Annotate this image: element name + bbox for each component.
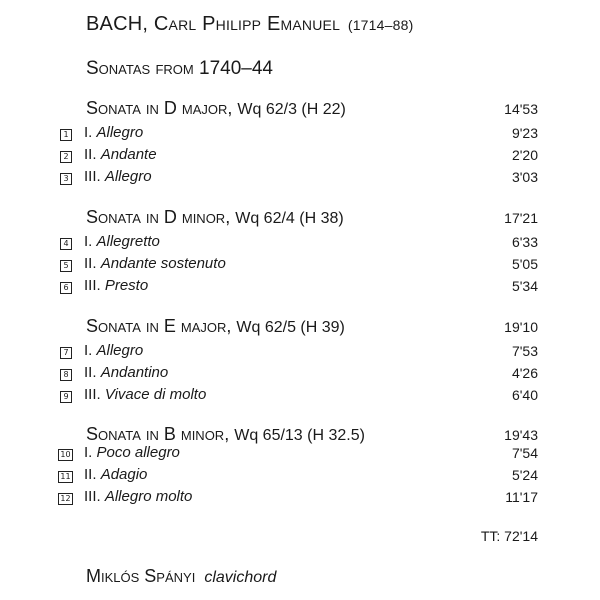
movement-numeral: I.	[84, 444, 93, 461]
movement-numeral: II.	[84, 255, 97, 272]
track-row	[60, 255, 538, 277]
track-number-box: 7	[60, 347, 72, 359]
sonata-title: Sonata in B minor,	[86, 424, 230, 444]
track-number-box: 2	[60, 151, 72, 163]
movement-duration: 7'54	[511, 445, 538, 461]
track-row	[60, 277, 538, 299]
track-row	[60, 444, 538, 466]
movement-duration: 5'05	[511, 256, 538, 272]
track-row	[60, 233, 538, 255]
movement-name: Andante	[100, 146, 157, 163]
track-row	[60, 364, 538, 386]
sonata-title: Sonata in D major,	[86, 98, 233, 118]
movement-numeral: III.	[84, 386, 101, 403]
movement-duration: 11'17	[505, 489, 538, 505]
movement-numeral: II.	[84, 466, 97, 483]
movement-name: Presto	[104, 277, 149, 294]
performer-name: Miklós Spányi	[86, 566, 196, 586]
composer-dates: (1714–88)	[347, 17, 414, 33]
sonata-duration: 19'43	[504, 427, 538, 443]
movement-numeral: I.	[84, 233, 93, 250]
sonata-title: Sonata in D minor,	[86, 207, 231, 227]
sonata-heading	[86, 316, 538, 342]
total-time: TT: 72'14	[480, 528, 538, 544]
composer-given-names: Carl Philipp Emanuel	[153, 13, 341, 35]
sonata-title: Sonata in E major,	[86, 316, 232, 336]
movement-title	[84, 124, 143, 141]
movement-name: Adagio	[100, 466, 148, 483]
sonata-duration: 17'21	[504, 210, 538, 226]
track-number-box: 11	[58, 471, 73, 483]
movement-duration: 4'26	[511, 365, 538, 381]
track-row	[60, 146, 538, 168]
track-row	[60, 168, 538, 190]
movement-duration: 5'24	[511, 467, 538, 483]
sonata-heading	[86, 98, 538, 124]
track-number-box: 1	[60, 129, 72, 141]
track-row	[60, 466, 538, 488]
movement-numeral: II.	[84, 364, 97, 381]
movement-numeral: I.	[84, 342, 93, 359]
movement-title	[84, 233, 160, 250]
movement-title	[84, 444, 180, 461]
movement-numeral: I.	[84, 124, 93, 141]
movement-title	[84, 168, 152, 185]
collection-title: Sonatas from 1740–44	[86, 58, 273, 79]
movement-name: Allegro	[96, 124, 144, 141]
sonata-catalogue: Wq 62/4 (H 38)	[235, 210, 344, 227]
sonata-duration: 19'10	[504, 319, 538, 335]
movement-name: Allegretto	[96, 233, 160, 250]
track-number-box: 6	[60, 282, 72, 294]
movement-numeral: III.	[84, 168, 101, 185]
movement-duration: 9'23	[511, 125, 538, 141]
track-row	[60, 488, 538, 510]
track-row	[60, 386, 538, 408]
composer-heading	[86, 13, 413, 36]
performer-instrument: clavichord	[204, 569, 277, 586]
movement-duration: 5'34	[511, 278, 538, 294]
movement-title	[84, 277, 148, 294]
track-number-box: 5	[60, 260, 72, 272]
movement-name: Vivace di molto	[104, 386, 207, 403]
movement-duration: 6'40	[511, 387, 538, 403]
movement-duration: 3'03	[511, 169, 538, 185]
sonata-heading	[86, 207, 538, 233]
movement-duration: 7'53	[511, 343, 538, 359]
sonata-catalogue: Wq 62/3 (H 22)	[237, 101, 346, 118]
track-number-box: 8	[60, 369, 72, 381]
composer-surname: BACH,	[86, 13, 149, 35]
performer-credit	[86, 566, 276, 587]
movement-title	[84, 386, 206, 403]
movement-title	[84, 255, 226, 272]
movement-title	[84, 342, 143, 359]
track-number-box: 9	[60, 391, 72, 403]
movement-title	[84, 466, 147, 483]
movement-title	[84, 146, 157, 163]
track-number-box: 3	[60, 173, 72, 185]
movement-name: Allegro molto	[104, 488, 193, 505]
movement-numeral: III.	[84, 277, 101, 294]
movement-name: Allegro	[96, 342, 144, 359]
track-number-box: 10	[58, 449, 73, 461]
movement-name: Andantino	[100, 364, 169, 381]
track-row	[60, 124, 538, 146]
movement-duration: 2'20	[511, 147, 538, 163]
movement-numeral: II.	[84, 146, 97, 163]
track-number-box: 12	[58, 493, 73, 505]
sonata-duration: 14'53	[504, 101, 538, 117]
sonata-catalogue: Wq 62/5 (H 39)	[236, 319, 345, 336]
track-row	[60, 342, 538, 364]
movement-name: Allegro	[104, 168, 152, 185]
sonata-catalogue: Wq 65/13 (H 32.5)	[234, 427, 365, 444]
track-number-box: 4	[60, 238, 72, 250]
movement-title	[84, 364, 168, 381]
movement-numeral: III.	[84, 488, 101, 505]
movement-name: Poco allegro	[96, 444, 180, 461]
movement-title	[84, 488, 192, 505]
movement-name: Andante sostenuto	[100, 255, 226, 272]
movement-duration: 6'33	[511, 234, 538, 250]
